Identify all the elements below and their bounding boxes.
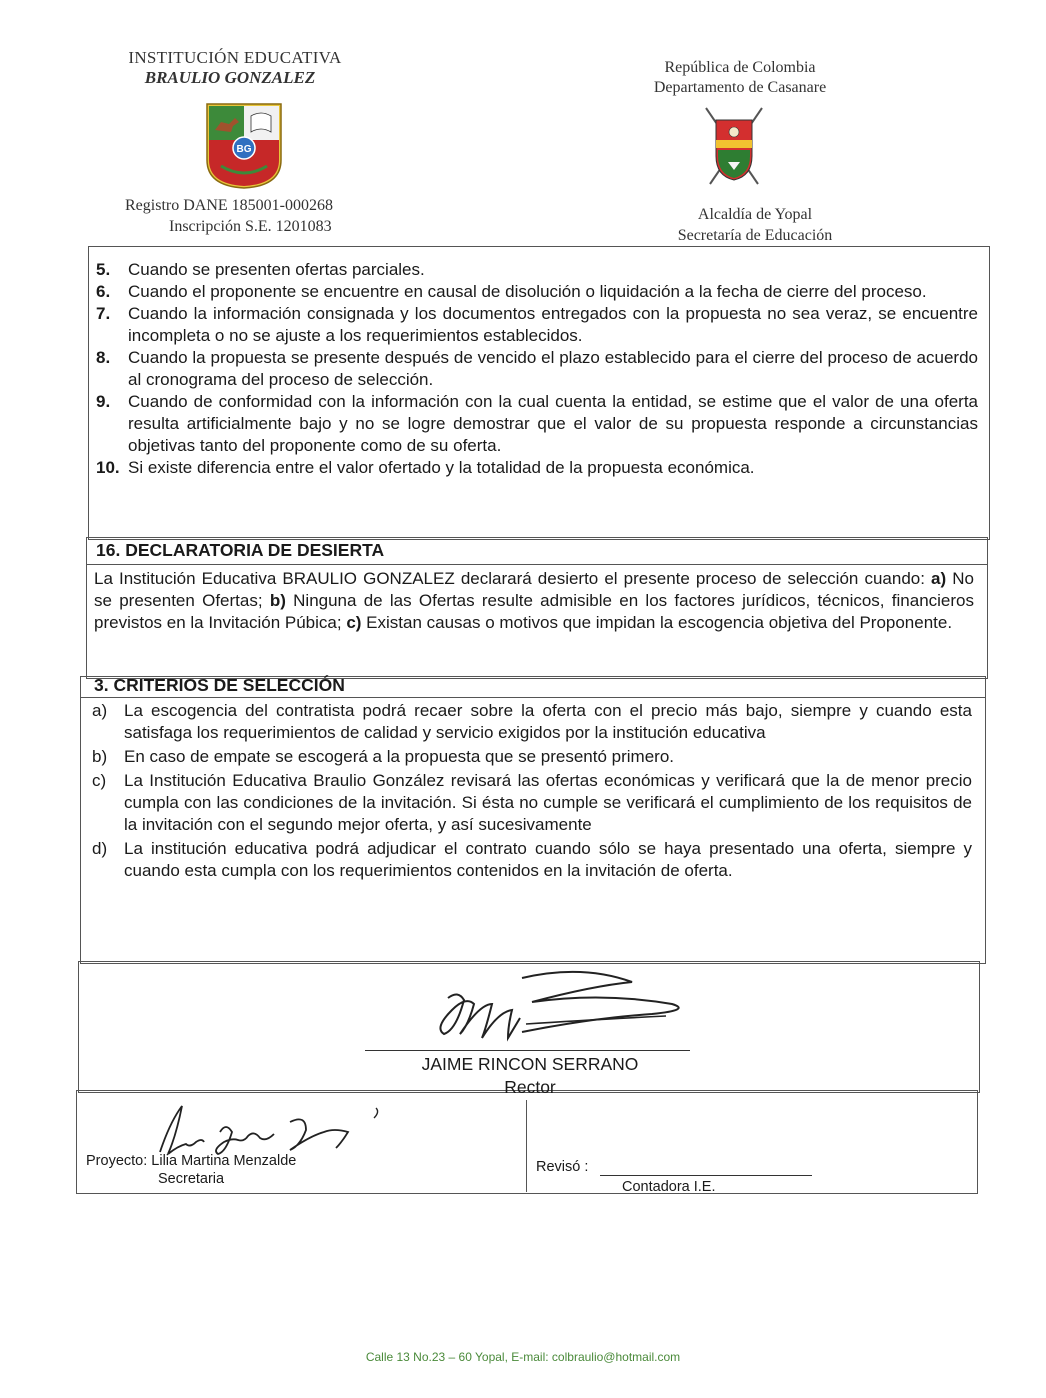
registration-info <box>125 195 375 237</box>
rector-name: JAIME RINCON SERRANO <box>421 1054 639 1074</box>
list-item: 10. Si existe diferencia entre el valor ofertado y la totalidad de la propuesta económica. <box>96 458 755 477</box>
list-item: 7. Cuando la información consignada y los documentos entregados con la propuesta no sea veraz, se encuentre incompleta o no se ajuste a los requerimientos establecidos. <box>96 304 978 345</box>
list-item: c) La Institución Educativa Braulio González revisará las ofertas económicas y verificará que la de menor precio cumpla con las condiciones de la invitación. Si ésta no cumple se verificará el cumplimiento de los requisitos de la invitación con el segundo mejor oferta, y así sucesivamente <box>92 771 972 834</box>
rector-signature-line <box>365 1050 690 1051</box>
list-item: 8. Cuando la propuesta se presente después de vencido el plazo establecido para el cierre del proceso de acuerdo al cronograma del proceso de selección. <box>96 348 978 389</box>
republica-text: República de Colombia <box>664 59 816 76</box>
declaratoria-title-divider <box>86 564 987 565</box>
casanare-coat-of-arms-icon <box>700 104 768 188</box>
list-item: 5. Cuando se presenten ofertas parciales. <box>96 260 425 279</box>
reviso-role: Contadora I.E. <box>622 1179 716 1195</box>
institution-name-line1: INSTITUCIÓN EDUCATIVA <box>128 48 342 67</box>
list-item: a) La escogencia del contratista podrá recaer sobre la oferta con el precio más bajo, siempre y cuando esta satisfaga los requerimientos de calidad y servicio exigidos por la institución educativa <box>92 701 972 742</box>
proyecto-role: Secretaria <box>158 1171 225 1187</box>
causales-list <box>96 259 978 479</box>
footer-address: Calle 13 No.23 – 60 Yopal, E-mail: colbraulio@hotmail.com <box>365 1350 681 1364</box>
approval-divider <box>526 1100 527 1192</box>
crest-initials: BG <box>236 144 252 155</box>
declaratoria-title: 16. DECLARATORIA DE DESIERTA <box>96 540 385 560</box>
secretaria-text: Secretaría de Educación <box>677 227 833 244</box>
list-item: d) La institución educativa podrá adjudicar el contrato cuando sólo se haya presentado una oferta, siempre y cuando esta cumpla con los requerimientos contenidos en la invitación de oferta. <box>92 839 972 880</box>
departamento-text: Departamento de Casanare <box>653 79 827 96</box>
declaratoria-paragraph: La Institución Educativa BRAULIO GONZALEZ declarará desierto el presente proceso de selección cuando: a) No se presenten Ofertas; b) Ninguna de las Ofertas resulte admisible en los factores jurídicos, técnicos, financieros previstos en la Invitación Púbica; c) Existan causas o motivos que impidan la escogencia objetiva del Proponente. <box>94 569 975 632</box>
criterios-title-divider <box>80 697 985 698</box>
institution-crest-icon <box>205 102 283 190</box>
criterios-title: 3. CRITERIOS DE SELECCIÓN <box>94 675 345 695</box>
reviso-signature-line <box>600 1175 812 1176</box>
proyecto-label: Proyecto: Lilia Martina Menzalde <box>86 1153 297 1169</box>
institution-header <box>110 48 360 88</box>
alcaldia-info <box>640 204 870 246</box>
rector-signature <box>430 968 700 1052</box>
criterios-list <box>92 700 972 884</box>
list-item: 6. Cuando el proponente se encuentre en causal de disolución o liquidación a la fecha de cierre del proceso. <box>96 282 927 301</box>
rector-role: Rector <box>504 1077 556 1097</box>
registro-dane: Registro DANE 185001-000268 <box>125 197 333 214</box>
reviso-label: Revisó : <box>536 1159 589 1175</box>
alcaldia-text: Alcaldía de Yopal <box>697 206 813 223</box>
list-item: b) En caso de empate se escogerá a la propuesta que se presentó primero. <box>92 747 675 766</box>
inscripcion: Inscripción S.E. 1201083 <box>169 218 332 235</box>
government-header <box>630 58 850 98</box>
institution-name-line2: BRAULIO GONZALEZ <box>144 68 316 87</box>
list-item: 9. Cuando de conformidad con la información con la cual cuenta la entidad, se estime que el valor de una oferta resulta artificialmente bajo y no se logre demostrar que el valor de su propuesta responde a circunstancias objetivas tanto del proponente como de su oferta. <box>96 392 978 455</box>
